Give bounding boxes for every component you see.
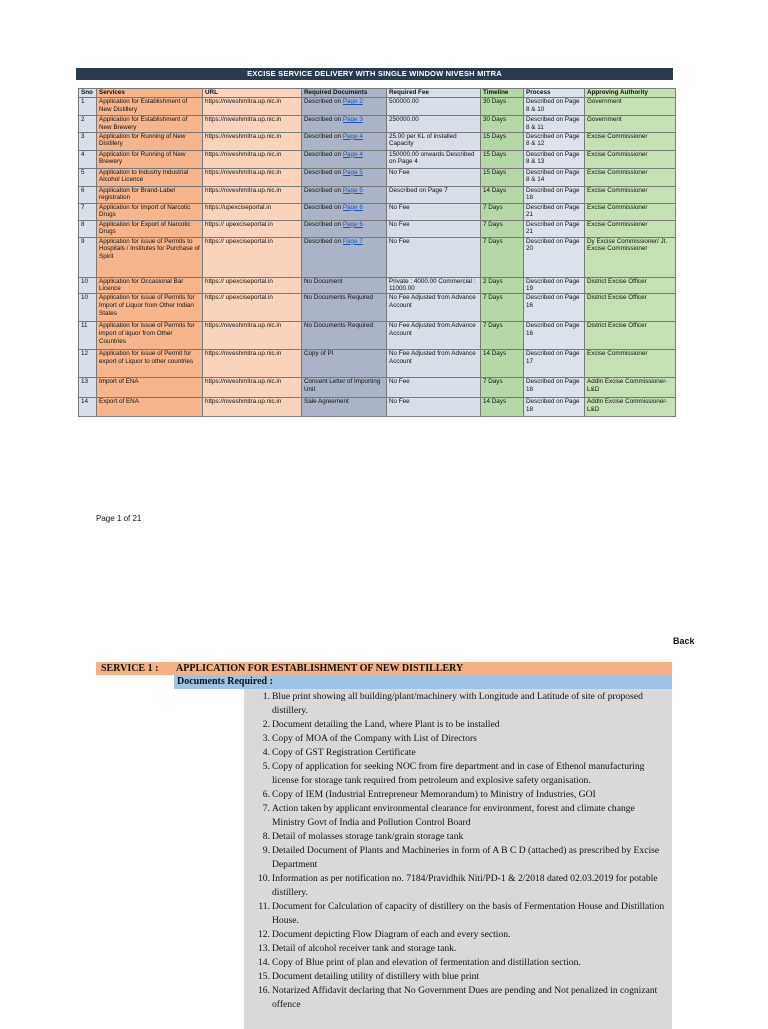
list-item-text: Action taken by applicant environmental clearance for environment, forest and climate change Ministry Govt of India and Pollution Control Board xyxy=(272,803,635,828)
list-item xyxy=(262,718,670,732)
timeline-cell: 7 Days xyxy=(481,203,524,220)
page-link[interactable]: Page 6 xyxy=(342,203,363,211)
authority-cell: Addln Excise Commissioner-L&D xyxy=(585,398,676,417)
process-cell: Described on Page 18 xyxy=(524,378,585,398)
list-item-text: Copy of MOA of the Company with List of Directors xyxy=(272,733,477,744)
page-link[interactable]: Page 2 xyxy=(342,98,363,105)
service-cell: Application for issue of Permits to Hospitals / Institutes for Purchase of Spirit xyxy=(97,237,203,277)
timeline-cell: 30 Days xyxy=(481,98,524,116)
url-cell[interactable]: https://niveshmitra.up.nic.in xyxy=(203,132,302,150)
service-cell: Application for Running of New Distillery xyxy=(97,132,203,150)
authority-cell: Government xyxy=(585,116,676,133)
fee-cell: 500000.00 xyxy=(387,98,481,116)
list-item-text: Information as per notification no. 7184/Pravidhik Niti/PD-1 & 2/2018 dated 02.03.2019 for potable distillery. xyxy=(272,873,658,898)
list-item-number: 16. xyxy=(258,985,270,996)
documents-text: No Document xyxy=(304,277,343,285)
list-item-number: 14. xyxy=(258,957,270,968)
table-row xyxy=(79,150,676,168)
list-item-number: 6. xyxy=(262,789,270,800)
documents-text: Described on xyxy=(304,98,343,105)
fee-cell: No Fee Adjusted from Advance Account xyxy=(387,322,481,350)
column-header: Timeline xyxy=(481,89,524,98)
service-title: APPLICATION FOR ESTABLISHMENT OF NEW DISTILLERY xyxy=(176,663,464,674)
documents-cell xyxy=(302,116,387,133)
authority-cell: Addln Excise Commissioner-L&D xyxy=(585,378,676,398)
process-cell: Described on Page 17 xyxy=(524,350,585,378)
service-label: SERVICE 1 : xyxy=(101,663,159,674)
timeline-cell: 15 Days xyxy=(481,150,524,168)
process-cell: Described on Page 18 xyxy=(524,398,585,417)
timeline-cell: 7 Days xyxy=(481,378,524,398)
documents-text: Described on xyxy=(304,116,343,123)
fee-cell: No Fee xyxy=(387,220,481,237)
service-cell: Import of ENA xyxy=(97,378,203,398)
table-row xyxy=(79,322,676,350)
fee-cell: No Fee xyxy=(387,168,481,186)
documents-list xyxy=(258,690,670,1012)
timeline-cell: 30 Days xyxy=(481,116,524,133)
list-item xyxy=(258,872,670,900)
timeline-cell: 7 Days xyxy=(481,322,524,350)
page-link[interactable]: Page 3 xyxy=(342,116,363,123)
table-row xyxy=(79,237,676,277)
service-cell: Application for issue of Permits for import of liquor from Other Countries xyxy=(97,322,203,350)
sno-cell: 1 xyxy=(79,98,97,116)
process-cell: Described on Page 8 & 11 xyxy=(524,116,585,133)
timeline-cell: 7 Days xyxy=(481,220,524,237)
documents-cell xyxy=(302,378,387,398)
list-item-number: 2. xyxy=(262,719,270,730)
documents-text: Described on xyxy=(304,150,343,158)
list-item-text: Copy of Blue print of plan and elevation of fermentation and distillation section. xyxy=(272,957,581,968)
fee-cell: 250000.00 xyxy=(387,116,481,133)
list-item-text: Detailed Document of Plants and Machineries in form of A B C D (attached) as prescribed by Excise Department xyxy=(272,845,660,870)
list-item-number: 5. xyxy=(262,761,270,772)
table-row xyxy=(79,398,676,417)
column-header: Sno xyxy=(79,89,97,98)
service-cell: Application for Establishment of New Brewery xyxy=(97,116,203,133)
list-item-text: Copy of IEM (Industrial Entrepreneur Memorandum) to Ministry of Industries, GOI xyxy=(272,789,596,800)
url-cell[interactable]: https://niveshmitra.up.nic.in xyxy=(203,150,302,168)
documents-cell xyxy=(302,398,387,417)
sno-cell: 2 xyxy=(79,116,97,133)
documents-text: Copy of PI xyxy=(304,350,334,358)
fee-cell: 25.00 per KL of installed Capacity xyxy=(387,132,481,150)
column-header: Approving Authority xyxy=(585,89,676,98)
fee-cell: No Fee Adjusted from Advance Account xyxy=(387,294,481,322)
documents-text: Described on xyxy=(304,186,343,194)
list-item-number: 10. xyxy=(258,873,270,884)
table-row xyxy=(79,203,676,220)
list-item-number: 1. xyxy=(262,691,270,702)
list-item-text: Document detailing the Land, where Plant is to be installed xyxy=(272,719,500,730)
list-item-text: Document depicting Flow Diagram of each and every section. xyxy=(272,929,511,940)
sno-cell: 6 xyxy=(79,186,97,203)
documents-text: Described on xyxy=(304,220,343,228)
column-header: Process xyxy=(524,89,585,98)
table-header-row xyxy=(79,89,676,98)
authority-cell: Excise Commissioner xyxy=(585,203,676,220)
url-cell[interactable]: https:// upexciseportal.in xyxy=(203,294,302,322)
list-item xyxy=(262,690,670,718)
sno-cell: 4 xyxy=(79,150,97,168)
authority-cell: Excise Commissioner xyxy=(585,150,676,168)
column-header: Services xyxy=(97,89,203,98)
list-item-text: Document detailing utility of distillery with blue print xyxy=(272,971,480,982)
list-item-number: 4. xyxy=(262,747,270,758)
service-cell: Export of ENA xyxy=(97,398,203,417)
page-link[interactable]: Page 4 xyxy=(342,150,363,158)
list-item xyxy=(262,760,670,788)
list-item-text: Notarized Affidavit declaring that No Government Dues are pending and Not penalized in cognizant offence xyxy=(272,985,658,1010)
table-row xyxy=(79,350,676,378)
authority-cell: Dy Excise Commissioner/ Jt. Excise Commissioner xyxy=(585,237,676,277)
service-cell: Application for issue of Permit for export of Liquor to other countries xyxy=(97,350,203,378)
column-header: URL xyxy=(203,89,302,98)
url-cell[interactable]: https://niveshmitra.up.nic.in xyxy=(203,186,302,203)
process-cell: Described on Page 16 xyxy=(524,322,585,350)
authority-cell: District Excise Officer xyxy=(585,294,676,322)
sno-cell: 14 xyxy=(79,398,97,417)
sno-cell: 9 xyxy=(79,237,97,277)
list-item-text: Blue print showing all building/plant/machinery with Longitude and Latitude of site of proposed distillery. xyxy=(272,691,643,716)
process-cell: Described on Page 21 xyxy=(524,203,585,220)
authority-cell: Excise Commissioner xyxy=(585,132,676,150)
documents-cell xyxy=(302,203,387,220)
list-item-text: Detail of molasses storage tank/grain storage tank xyxy=(272,831,464,842)
list-item-number: 8. xyxy=(262,831,270,842)
documents-cell xyxy=(302,186,387,203)
url-cell[interactable]: https://niveshmitra.up.nic.in xyxy=(203,322,302,350)
documents-text: Described on xyxy=(304,237,343,245)
url-cell[interactable]: https://upexciseportal.in xyxy=(203,203,302,220)
services-table xyxy=(78,88,676,417)
service-cell: Application for Brand-Label registration xyxy=(97,186,203,203)
authority-cell: Excise Commissioner xyxy=(585,186,676,203)
list-item xyxy=(258,956,670,970)
documents-cell xyxy=(302,277,387,294)
process-cell: Described on Page 8 & 10 xyxy=(524,98,585,116)
process-cell: Described on Page 21 xyxy=(524,220,585,237)
documents-cell xyxy=(302,237,387,277)
list-item xyxy=(262,746,670,760)
column-header: Required Documents xyxy=(302,89,387,98)
service-cell: Application for Running of New Brewery xyxy=(97,150,203,168)
list-item xyxy=(258,970,670,984)
fee-cell: No Fee xyxy=(387,378,481,398)
authority-cell: Excise Commissioner xyxy=(585,220,676,237)
fee-cell: No Fee xyxy=(387,237,481,277)
service-cell: Application for Export of Narcotic Drugs xyxy=(97,220,203,237)
table-row xyxy=(79,168,676,186)
sno-cell: 11 xyxy=(79,322,97,350)
process-cell: Described on Page 8 & 14 xyxy=(524,168,585,186)
authority-cell: District Excise Officer xyxy=(585,322,676,350)
authority-cell: Excise Commissioner xyxy=(585,350,676,378)
service-cell: Application for Establishment of New Distillery xyxy=(97,98,203,116)
timeline-cell: 14 Days xyxy=(481,350,524,378)
page-link[interactable]: Page 5 xyxy=(342,168,363,176)
table-row xyxy=(79,186,676,203)
fee-cell: No Fee xyxy=(387,203,481,220)
table-row xyxy=(79,98,676,116)
documents-text: Described on xyxy=(304,168,343,176)
documents-text: Described on xyxy=(304,132,343,140)
page-number: Page 1 of 21 xyxy=(96,514,142,523)
list-item xyxy=(258,928,670,942)
documents-text: No Documents Required xyxy=(304,322,373,330)
timeline-cell: 15 Days xyxy=(481,132,524,150)
table-row xyxy=(79,220,676,237)
fee-cell: No Fee xyxy=(387,398,481,417)
sno-cell: 7 xyxy=(79,203,97,220)
sno-cell: 13 xyxy=(79,378,97,398)
list-item-number: 15. xyxy=(258,971,270,982)
list-item xyxy=(262,732,670,746)
documents-cell xyxy=(302,322,387,350)
url-cell[interactable]: https://niveshmitra.up.nic.in xyxy=(203,398,302,417)
sno-cell: 12 xyxy=(79,350,97,378)
service-cell: Application for issue of Permits for Import of Liquor from Other Indian States xyxy=(97,294,203,322)
page-link[interactable]: Page 4 xyxy=(342,132,363,140)
list-item xyxy=(262,802,670,830)
page-link[interactable]: Page 5 xyxy=(342,186,363,194)
service-cell: Application to Industry Industrial Alcohol Licence xyxy=(97,168,203,186)
timeline-cell: 15 Days xyxy=(481,168,524,186)
table-row xyxy=(79,378,676,398)
sno-cell: 5 xyxy=(79,168,97,186)
process-cell: Described on Page 18 xyxy=(524,186,585,203)
column-header: Required Fee xyxy=(387,89,481,98)
documents-text: No Documents Required xyxy=(304,294,373,302)
service-cell: Application for Import of Narcotic Drugs xyxy=(97,203,203,220)
documents-text: Sale Agreement xyxy=(304,398,349,406)
url-cell[interactable]: https://niveshmitra.up.nic.in xyxy=(203,98,302,116)
sno-cell: 10 xyxy=(79,277,97,294)
fee-cell: Private : 4000.00 Commercial : 11000.00 xyxy=(387,277,481,294)
process-cell: Described on Page 20 xyxy=(524,237,585,277)
list-item xyxy=(258,900,670,928)
fee-cell: 150000.00 onwards Described on Page 4 xyxy=(387,150,481,168)
list-item-number: 7. xyxy=(262,803,270,814)
process-cell: Described on Page 16 xyxy=(524,294,585,322)
documents-text: Consent Letter of Importing Unit xyxy=(304,378,381,393)
documents-cell xyxy=(302,168,387,186)
page-link[interactable]: Page 7 xyxy=(342,237,363,245)
url-cell[interactable]: https://niveshmitra.up.nic.in xyxy=(203,350,302,378)
table-row xyxy=(79,116,676,133)
list-item-number: 3. xyxy=(262,733,270,744)
timeline-cell: 14 Days xyxy=(481,398,524,417)
documents-cell xyxy=(302,294,387,322)
list-item-number: 9. xyxy=(262,845,270,856)
process-cell: Described on Page 19 xyxy=(524,277,585,294)
url-cell[interactable]: https:// upexciseportal.in xyxy=(203,277,302,294)
documents-cell xyxy=(302,132,387,150)
process-cell: Described on Page 8 & 13 xyxy=(524,150,585,168)
process-cell: Described on Page 8 & 12 xyxy=(524,132,585,150)
list-item-text: Copy of application for seeking NOC from fire department and in case of Ethenol manufacturing license for storage tank required from petroleum and explosive safety organisation. xyxy=(272,761,645,786)
back-link[interactable]: Back xyxy=(673,636,695,646)
sno-cell: 3 xyxy=(79,132,97,150)
documents-text: Described on xyxy=(304,203,343,211)
list-item xyxy=(258,942,670,956)
url-cell[interactable]: https:// upexciseportal.in xyxy=(203,220,302,237)
url-cell[interactable]: https://niveshmitra.up.nic.in xyxy=(203,378,302,398)
fee-cell: No Fee Adjusted from Advance Account xyxy=(387,350,481,378)
list-item xyxy=(262,844,670,872)
timeline-cell: 7 Days xyxy=(481,237,524,277)
list-item-text: Copy of GST Registration Certificate xyxy=(272,747,416,758)
list-item-number: 13. xyxy=(258,943,270,954)
timeline-cell: 14 Days xyxy=(481,186,524,203)
url-cell[interactable]: https:// upexciseportal.in xyxy=(203,237,302,277)
table-row xyxy=(79,294,676,322)
timeline-cell: 7 Days xyxy=(481,294,524,322)
url-cell[interactable]: https://niveshmitra.up.nic.in xyxy=(203,116,302,133)
list-item-number: 12. xyxy=(258,929,270,940)
documents-cell xyxy=(302,350,387,378)
list-item xyxy=(262,788,670,802)
list-item xyxy=(258,984,670,1012)
table-row xyxy=(79,277,676,294)
table-row xyxy=(79,132,676,150)
list-item-text: Detail of alcohol receiver tank and storage tank. xyxy=(272,943,457,954)
fee-cell: Described on Page 7 xyxy=(387,186,481,203)
service-heading xyxy=(96,662,672,675)
timeline-cell: 2 Days xyxy=(481,277,524,294)
list-item xyxy=(262,830,670,844)
url-cell[interactable]: https://niveshmitra.up.nic.in xyxy=(203,168,302,186)
page-title: EXCISE SERVICE DELIVERY WITH SINGLE WINDOW NIVESH MITRA xyxy=(76,68,673,80)
page-link[interactable]: Page 6 xyxy=(342,220,363,228)
documents-cell xyxy=(302,220,387,237)
sno-cell: 10 xyxy=(79,294,97,322)
documents-cell xyxy=(302,150,387,168)
authority-cell: Excise Commissioner xyxy=(585,168,676,186)
authority-cell: District Excise Officer xyxy=(585,277,676,294)
documents-heading: Documents Required : xyxy=(174,675,672,689)
list-item-text: Document for Calculation of capacity of distillery on the basis of Fermentation House and Distillation House. xyxy=(272,901,665,926)
list-item-number: 11. xyxy=(258,901,270,912)
documents-cell xyxy=(302,98,387,116)
service-cell: Application for Occasional Bar Licence xyxy=(97,277,203,294)
authority-cell: Government xyxy=(585,98,676,116)
sno-cell: 8 xyxy=(79,220,97,237)
